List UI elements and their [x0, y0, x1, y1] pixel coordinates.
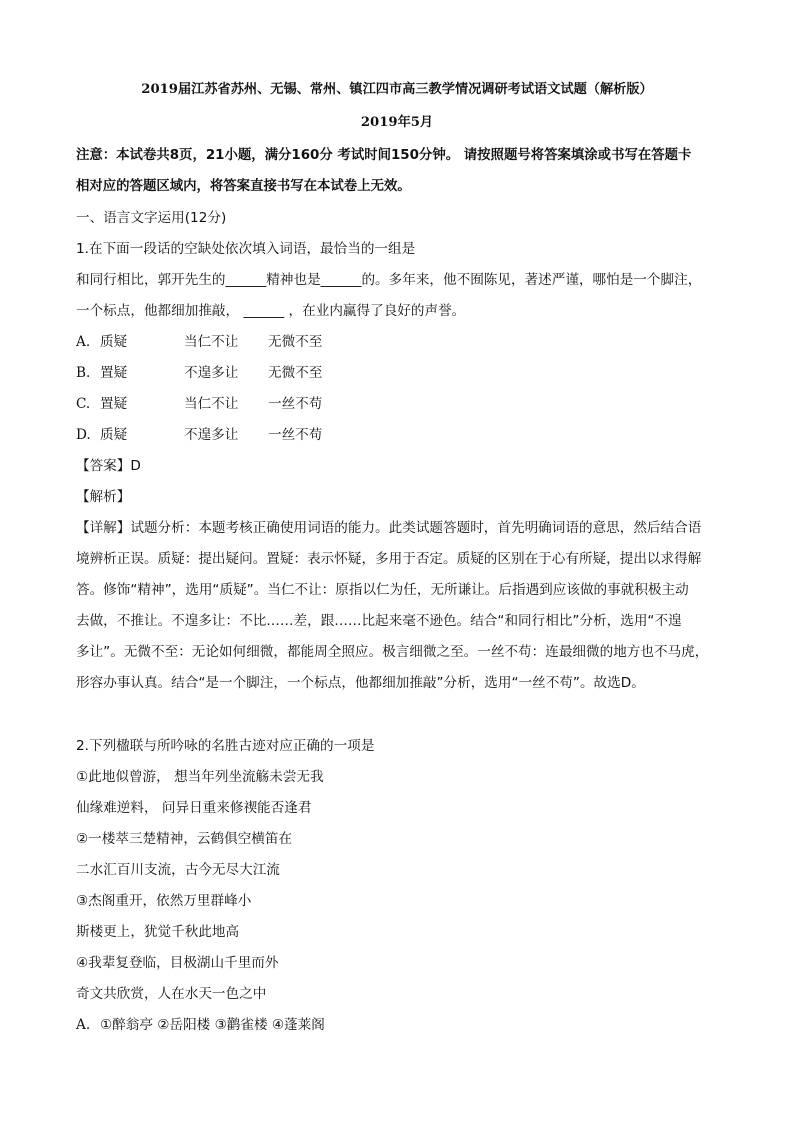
q2-option-a	[76, 1016, 325, 1034]
option-word-2: 当仁不让	[184, 396, 239, 412]
option-word-3: 无微不至	[268, 365, 323, 381]
option-word-3: 一丝不苟	[268, 427, 323, 443]
option-word-3: 一丝不苟	[268, 396, 323, 412]
section-heading: 一、语言文字运用(12分)	[76, 210, 227, 226]
q2-couplet-line: ④我辈复登临，目极湖山千里而外	[76, 955, 279, 971]
q1-option-a	[76, 333, 352, 351]
q1-stem: 1.在下面一段话的空缺处依次填入词语，最恰当的一组是	[76, 241, 416, 257]
notice-line-2: 相对应的答题区域内，将答案直接书写在本试卷上无效。	[76, 179, 411, 194]
notice-line-1: 注意：本试卷共8页，21小题，满分160分 考试时间150分钟。 请按照题号将答案填涂或书写在答题卡	[76, 148, 692, 163]
option-letter: D.	[76, 427, 91, 443]
option-letter: A.	[76, 334, 91, 350]
q2-couplet-line: 二水汇百川支流，古今无尽大江流	[76, 862, 280, 878]
q2-couplet-line: ③杰阁重开，依然万里群峰小	[76, 893, 252, 909]
option-letter: A.	[76, 1017, 91, 1033]
option-word-2: 不遑多让	[184, 427, 239, 443]
option-letter: C.	[76, 396, 91, 412]
q2-couplet-line: ①此地似曾游， 想当年列坐流觞未尝无我	[76, 769, 324, 785]
q2-stem: 2.下列楹联与所吟咏的名胜古迹对应正确的一项是	[76, 738, 375, 754]
q1-option-d	[76, 426, 352, 444]
option-word-2: 当仁不让	[184, 334, 239, 350]
q1-option-b	[76, 364, 352, 382]
option-word-1: 质疑	[100, 334, 128, 350]
q1-answer: 【答案】D	[76, 458, 141, 474]
option-text: ①醉翁亭 ②岳阳楼 ③鹳雀楼 ④蓬莱阁	[100, 1017, 325, 1033]
q2-couplet-line: ②一楼萃三楚精神，云鹤俱空横笛在	[76, 831, 293, 847]
q1-passage-line-1: 和同行相比，郭开先生的______精神也是______的。多年来，他不囿陈见，著述严谨，哪怕是一个脚注，	[76, 272, 702, 288]
exam-title: 2019届江苏省苏州、无锡、常州、镇江四市高三教学情况调研考试语文试题（解析版）	[141, 82, 653, 97]
option-word-1: 质疑	[100, 427, 128, 443]
q2-couplet-line: 仙缘难逆料， 问异日重来修禊能否逢君	[76, 800, 312, 816]
q1-detail-line: 境辨析正误。质疑：提出疑问。置疑：表示怀疑，多用于否定。质疑的区别在于心有所疑，提出以求得解	[76, 551, 702, 567]
q1-detail-line: 答。修饰“精神”，选用“质疑”。当仁不让：原指以仁为任，无所谦让。后指遇到应该做的事就积极主动	[76, 582, 689, 598]
exam-date: 2019年5月	[360, 115, 434, 130]
q1-detail-line: 多让”。无微不至：无论如何细微，都能周全照应。极言细微之至。一丝不苟：连最细微的地方也不马虎，	[76, 644, 709, 660]
q1-analysis-label: 【解析】	[76, 489, 131, 505]
q1-detail-line: 去做，不推让。不遑多让：不比……差，跟……比起来毫不逊色。结合“和同行相比”分析，选用“不遑	[76, 613, 682, 629]
option-word-3: 无微不至	[268, 334, 323, 350]
option-word-1: 置疑	[100, 365, 128, 381]
q1-detail-line: 形容办事认真。结合“是一个脚注，一个标点，他都细加推敲”分析，选用“一丝不苟”。故选D。	[76, 675, 645, 691]
q1-passage-line-2: 一个标点，他都细加推敲， ______ ，在业内赢得了良好的声誉。	[76, 303, 466, 319]
q1-detail-line: 【详解】试题分析：本题考核正确使用词语的能力。此类试题答题时，首先明确词语的意思，然后结合语	[76, 520, 702, 536]
q2-couplet-line: 奇文共欣赏，人在水天一色之中	[76, 986, 267, 1002]
q1-option-c	[76, 395, 352, 413]
option-word-2: 不遑多让	[184, 365, 239, 381]
option-letter: B.	[76, 365, 91, 381]
option-word-1: 置疑	[100, 396, 128, 412]
q2-couplet-line: 斯楼更上，犹觉千秋此地高	[76, 924, 240, 940]
